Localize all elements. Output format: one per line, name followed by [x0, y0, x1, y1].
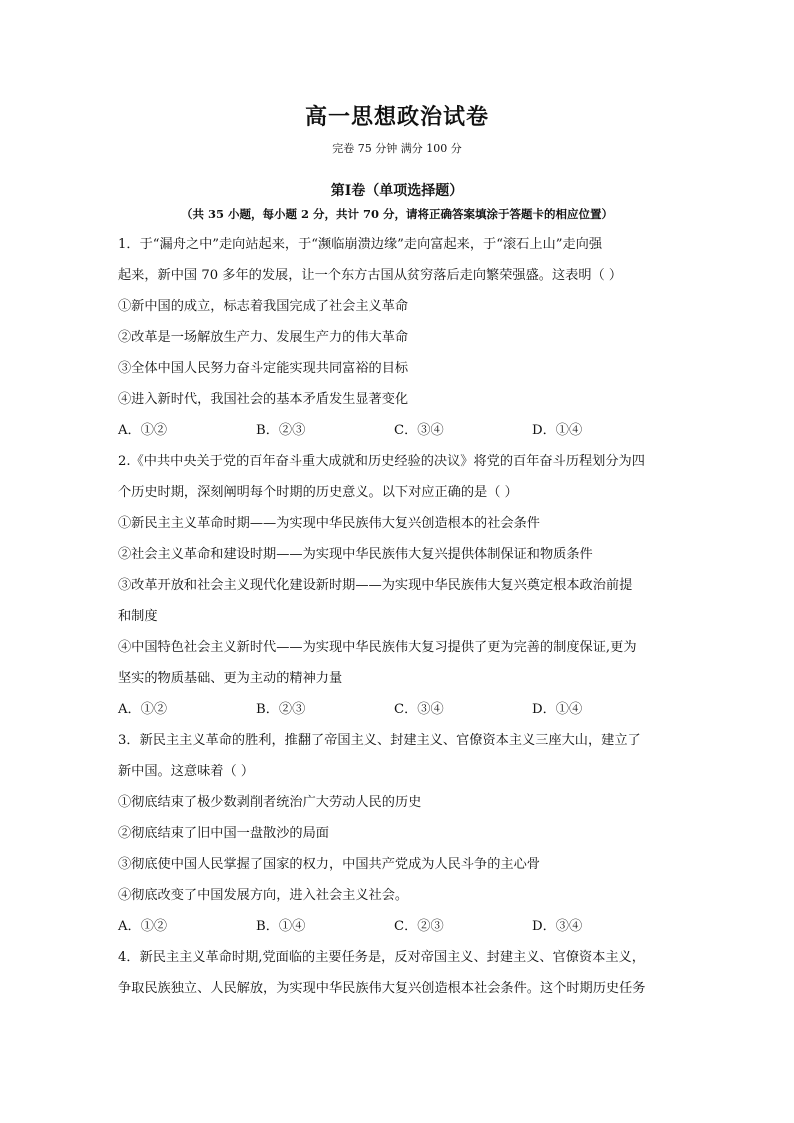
question-item: ③全体中国人民努力奋斗定能实现共同富裕的目标 — [118, 361, 409, 376]
question-item: ①彻底结束了极少数剥削者统治广大劳动人民的历史 — [118, 795, 422, 810]
option-a: A．①② — [118, 919, 168, 934]
option-d: D．③④ — [532, 919, 583, 934]
question-stem-line: 个历史时期，深刻阐明每个时期的历史意义。以下对应正确的是（ ） — [118, 485, 518, 500]
question-item: 坚实的物质基础、更为主动的精神力量 — [118, 671, 343, 686]
question-stem-line: 4．新民主主义革命时期,党面临的主要任务是，反对帝国主义、封建主义、官僚资本主义， — [118, 950, 645, 965]
question-2 — [118, 446, 678, 725]
option-d: D．①④ — [532, 702, 583, 717]
option-c: C．②③ — [394, 919, 444, 934]
question-item: ④进入新时代，我国社会的基本矛盾发生显著变化 — [118, 392, 409, 407]
question-stem-line: 起来，新中国 70 多年的发展，让一个东方古国从贫穷落后走向繁荣强盛。这表明（ ） — [118, 268, 623, 283]
option-a: A．①② — [118, 702, 168, 717]
question-list — [118, 229, 678, 1004]
question-item: ③改革开放和社会主义现代化建设新时期——为实现中华民族伟大复兴奠定根本政治前提 — [118, 578, 633, 593]
question-3 — [118, 725, 678, 942]
question-item: ③彻底使中国人民掌握了国家的权力，中国共产党成为人民斗争的主心骨 — [118, 857, 540, 872]
question-item: ②社会主义革命和建设时期——为实现中华民族伟大复兴提供体制保证和物质条件 — [118, 547, 593, 562]
question-item: ①新中国的成立，标志着我国完成了社会主义革命 — [118, 299, 409, 314]
question-stem-line: 新中国。这意味着（ ） — [118, 764, 255, 779]
question-stem-line: 争取民族独立、人民解放，为实现中华民族伟大复兴创造根本社会条件。这个时期历史任务 — [118, 981, 646, 996]
question-item: ①新民主主义革命时期——为实现中华民族伟大复兴创造根本的社会条件 — [118, 516, 540, 531]
option-d: D．①④ — [532, 423, 583, 438]
option-b: B．②③ — [256, 702, 306, 717]
option-c: C．③④ — [394, 423, 444, 438]
question-stem-line: 3．新民主主义革命的胜利，推翻了帝国主义、封建主义、官僚资本主义三座大山，建立了 — [118, 733, 641, 748]
question-stem-line: 1．于“漏舟之中”走向站起来，于“濒临崩溃边缘”走向富起来，于“滚石上山”走向强 — [118, 237, 603, 252]
answer-options — [118, 694, 678, 725]
section-title: 第Ⅰ卷（单项选择题） — [330, 183, 464, 199]
question-4 — [118, 942, 678, 1004]
answer-options — [118, 415, 678, 446]
question-item: ④彻底改变了中国发展方向，进入社会主义社会。 — [118, 888, 409, 903]
page-title: 高一思想政治试卷 — [304, 105, 489, 130]
question-stem-line: 2.《中共中央关于党的百年奋斗重大成就和历史经验的决议》将党的百年奋斗历程划分为四 — [118, 454, 645, 469]
answer-options — [118, 911, 678, 942]
exam-duration-score: 完卷 75 分钟 满分 100 分 — [332, 142, 462, 155]
option-b: B．①④ — [256, 919, 306, 934]
option-c: C．③④ — [394, 702, 444, 717]
question-item: ②彻底结束了旧中国一盘散沙的局面 — [118, 826, 329, 841]
section-instruction: （共 35 小题，每小题 2 分，共计 70 分，请将正确答案填涂于答题卡的相应位置） — [180, 207, 614, 221]
option-b: B．②③ — [256, 423, 306, 438]
question-item: ④中国特色社会主义新时代——为实现中华民族伟大复习提供了更为完善的制度保证,更为 — [118, 640, 637, 655]
question-item: ②改革是一场解放生产力、发展生产力的伟大革命 — [118, 330, 409, 345]
option-a: A．①② — [118, 423, 168, 438]
question-1 — [118, 229, 678, 446]
question-item: 和制度 — [118, 609, 158, 624]
